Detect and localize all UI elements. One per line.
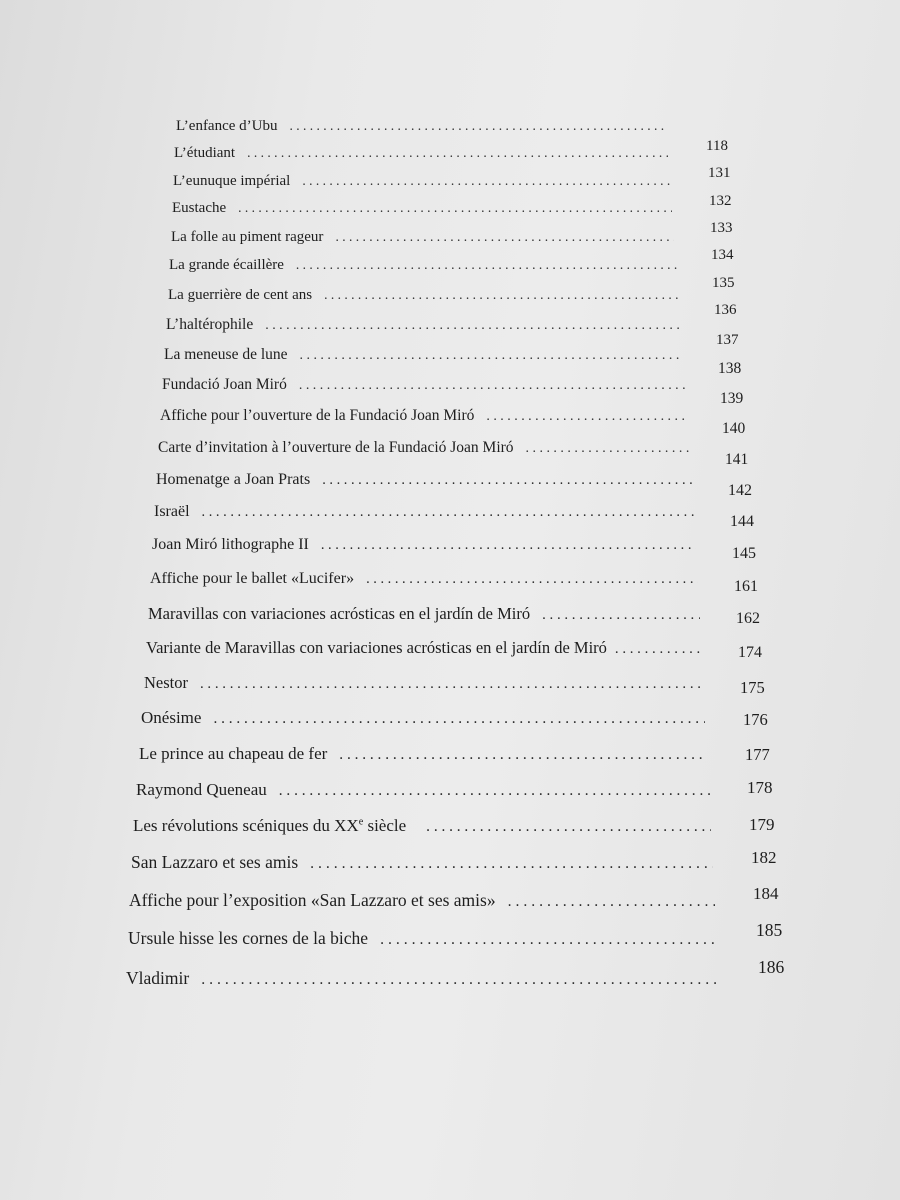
toc-entry-title xyxy=(133,816,406,836)
toc-entry-page: 182 xyxy=(751,848,777,867)
dot-leader xyxy=(426,818,711,836)
toc-entry-title: Homenatge a Joan Prats xyxy=(156,471,311,488)
toc-entry xyxy=(169,257,687,274)
dot-leader xyxy=(200,676,702,693)
toc-entry xyxy=(150,570,708,588)
toc-entry-page: 186 xyxy=(758,957,785,977)
toc-entry-title: L’haltérophile xyxy=(166,316,254,333)
toc-entry-title: La guerrière de cent ans xyxy=(168,287,313,303)
toc-entry xyxy=(128,928,726,949)
dot-leader xyxy=(300,348,683,364)
dot-leader xyxy=(201,971,720,989)
toc-entry xyxy=(172,200,682,217)
toc-entry-title: Affiche pour l’exposition «San Lazzaro et ses amis» xyxy=(129,890,496,910)
toc-entry-title: L’eunuque impérial xyxy=(173,173,291,189)
dot-leader xyxy=(322,472,692,489)
dot-leader xyxy=(321,537,696,554)
dot-leader xyxy=(310,855,713,873)
toc-entry-title: La folle au piment rageur xyxy=(171,229,324,245)
toc-entry-page: 176 xyxy=(743,710,768,729)
toc-entry-page: 145 xyxy=(732,545,756,562)
toc-entry-page: 118 xyxy=(706,138,728,154)
toc-entry-page: 161 xyxy=(734,578,758,595)
toc-entry-title: Onésime xyxy=(141,708,202,727)
toc-entry xyxy=(139,744,717,764)
toc-entry-title: Affiche pour l’ouverture de la Fundació Joan Miró xyxy=(160,407,475,424)
toc-entry-title: Raymond Queneau xyxy=(136,780,267,799)
dot-leader xyxy=(324,287,679,303)
toc-entry-page: 140 xyxy=(722,420,746,437)
toc-entry-title: Affiche pour le ballet «Lucifer» xyxy=(150,570,355,587)
toc-entry-page: 174 xyxy=(738,644,762,661)
toc-entry xyxy=(173,173,680,190)
toc-entry-title: Israël xyxy=(154,503,190,520)
dot-leader xyxy=(213,710,705,728)
toc-entry-page: 179 xyxy=(749,815,775,834)
toc-entry xyxy=(176,118,676,135)
toc-entry xyxy=(174,145,678,162)
toc-entry-page: 133 xyxy=(710,220,733,236)
toc-entry-page: 184 xyxy=(753,884,779,903)
dot-leader xyxy=(299,378,685,394)
dot-leader xyxy=(339,746,707,764)
toc-entry-title: Vladimir xyxy=(126,968,190,988)
toc-entry xyxy=(148,604,710,624)
dot-leader xyxy=(202,504,694,521)
toc-entry-title: Eustache xyxy=(172,200,227,216)
toc-entry-title: Maravillas con variaciones acrósticas en el jardín de Miró xyxy=(148,604,531,623)
dot-leader xyxy=(247,145,668,161)
toc-entry-page: 138 xyxy=(718,360,742,377)
toc-entry xyxy=(133,816,721,836)
toc-entry xyxy=(152,536,706,554)
toc-entry-title: L’enfance d’Ubu xyxy=(176,118,278,134)
dot-leader xyxy=(335,229,674,245)
dot-leader xyxy=(380,931,716,949)
toc-entry-page: 135 xyxy=(712,275,735,291)
toc-entry-page: 178 xyxy=(747,778,773,797)
toc-entry-title: La grande écaillère xyxy=(169,257,284,273)
toc-entry-title: San Lazzaro et ses amis xyxy=(131,852,299,872)
toc-entry xyxy=(136,780,720,800)
toc-entry-page: 141 xyxy=(725,451,749,468)
dot-leader xyxy=(238,200,672,216)
toc-entry-page: 132 xyxy=(709,193,732,209)
dot-leader xyxy=(289,118,666,134)
toc-entry-page: 177 xyxy=(745,745,770,764)
dot-leader xyxy=(366,571,698,588)
toc-entry-page: 137 xyxy=(716,332,739,348)
toc-entry-page: 144 xyxy=(730,513,754,530)
dot-leader xyxy=(615,641,702,658)
toc-entry-title: Le prince au chapeau de fer xyxy=(139,744,328,763)
toc-entry xyxy=(160,407,698,425)
toc-entry xyxy=(154,503,704,521)
toc-entry-title: Carte d’invitation à l’ouverture de la Fundació Joan Miró xyxy=(158,439,514,456)
dot-leader xyxy=(526,441,690,457)
toc-entry-page: 131 xyxy=(708,165,731,181)
toc-entry xyxy=(126,968,730,989)
toc-entry xyxy=(166,316,691,334)
toc-entry-page: 142 xyxy=(728,482,752,499)
toc-entry xyxy=(162,376,695,394)
dot-leader xyxy=(265,318,681,334)
toc-entry-page: 139 xyxy=(720,390,744,407)
dot-leader xyxy=(279,782,710,800)
toc-entry-title: Fundació Joan Miró xyxy=(162,376,287,393)
toc-entry xyxy=(168,287,689,304)
toc-entry-title: Joan Miró lithographe II xyxy=(152,536,309,553)
toc-entry-title-main: Les révolutions scéniques du XX xyxy=(133,816,359,835)
toc-entry-page: 134 xyxy=(711,247,734,263)
dot-leader xyxy=(302,173,670,189)
toc-entry-title: Ursule hisse les cornes de la biche xyxy=(128,928,369,948)
toc-entry-page: 136 xyxy=(714,302,737,318)
toc-entry xyxy=(164,346,693,364)
toc-entry xyxy=(171,229,684,246)
toc-entry xyxy=(146,638,712,658)
toc-entry xyxy=(158,439,700,457)
toc-entry xyxy=(144,673,712,693)
dot-leader xyxy=(508,893,715,911)
toc-entry-title-rest: siècle xyxy=(363,816,407,835)
toc-entry-title: La meneuse de lune xyxy=(164,346,288,363)
toc-entry-title: Nestor xyxy=(144,673,188,692)
dot-leader xyxy=(486,409,688,425)
toc-entry xyxy=(131,852,723,873)
toc-entry-title: L’étudiant xyxy=(174,145,236,161)
toc-entry xyxy=(129,890,725,911)
toc-entry-page: 185 xyxy=(756,920,783,940)
dot-leader xyxy=(296,257,677,273)
superscript-e: e xyxy=(358,816,364,828)
toc-entry-page: 162 xyxy=(736,610,760,627)
toc-entry xyxy=(156,471,702,489)
toc-entry-page: 175 xyxy=(740,678,765,697)
dot-leader xyxy=(542,607,700,624)
toc-entry-title: Variante de Maravillas con variaciones acrósticas en el jardín de Miró xyxy=(146,638,607,657)
toc-entry xyxy=(141,708,715,728)
